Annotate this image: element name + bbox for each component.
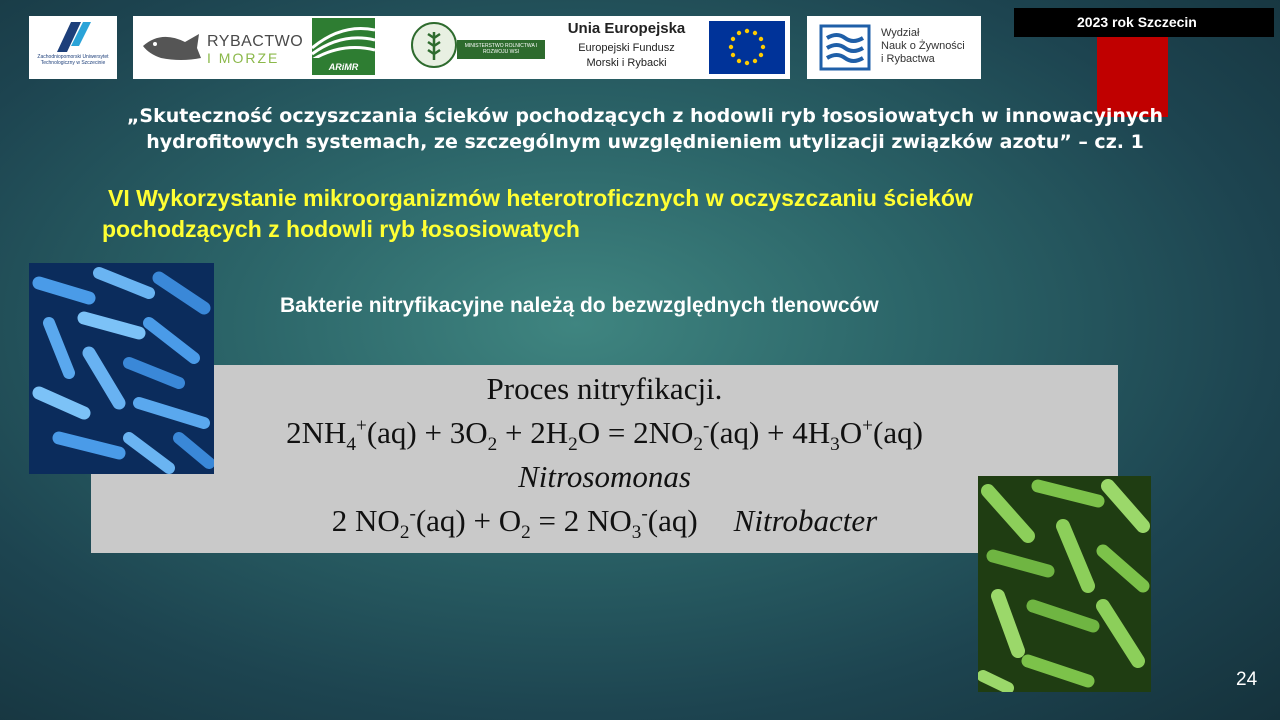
ue-title: Unia Europejska [567,20,686,37]
wydzial-line-3: i Rybactwa [881,53,935,65]
fish-boat-icon [141,28,203,64]
wydzial-line-1: Wydział [881,27,920,39]
section-title-line-1: VI Wykorzystanie mikroorganizmów heterotroficznych w oczyszczaniu ścieków [108,185,973,211]
wydzial-logo [807,16,981,79]
section-title [102,183,1152,245]
ue-subtitle-1: Europejski Fundusz [578,42,675,54]
ministry-logo-bar [457,40,545,59]
main-title-line-2: hydrofitowych systemach, ze szczególnym uwzględnieniem utylizacji związków azotu” – cz. 1 [146,131,1144,153]
ministry-logo-text: MINISTERSTWO ROLNICTWA I ROZWOJU WSI [464,43,538,55]
green-bacteria-micrograph [978,476,1151,692]
year-location-badge: 2023 rok Szczecin [1014,8,1274,37]
zut-logo-text: Zachodniopomorski Uniwersytet Technologiczny w Szczecinie [37,54,109,66]
ue-subtitle-2: Morski i Rybacki [586,57,667,69]
rybactwo-logo-text: RYBACTWO [207,33,304,50]
zut-logo [29,16,117,79]
arimr-logo-text: ARiMR [328,62,359,72]
funding-logos-strip [133,16,790,79]
equation-nitratation: 2 $NO_2^-(aq) + O_2 = 2$ $NO_3^-(aq)$ Nitrobacter [331,503,878,544]
wave-emblem-icon [819,24,871,71]
organism-nitrobacter: Nitrobacter [733,503,878,538]
wydzial-logo-text [881,27,965,66]
main-title-line-1: „Skuteczność oczyszczania ścieków pochodzących z hodowli ryb łososiowatych w innowacyjnych [126,105,1164,127]
slide-page-number: 24 [1236,669,1258,690]
nitrification-equations [91,365,1118,553]
slide-main-title [60,103,1230,155]
equation-heading: Proces nitryfikacji. [486,371,723,406]
equation-nitritation: $2NH_4^+(aq) + 3O_2 + 2H_2O = 2NO_2^-(aq) + 4H_3O^+(aq)$ [286,415,923,456]
field-lines-icon [312,18,375,58]
morze-logo-text: I MORZE [207,50,280,66]
arimr-logo [312,18,375,75]
slide-subtitle: Bakterie nitryfikacyjne należą do bezwzględnych tlenowców [280,294,879,317]
organism-nitrosomonas: Nitrosomonas [518,459,691,494]
zut-emblem-icon [57,22,91,52]
eu-flag-icon [709,21,785,74]
blue-bacteria-micrograph [29,263,214,474]
wydzial-line-2: Nauk o Żywności [881,40,965,52]
section-title-line-2: pochodzących z hodowli ryb łososiowatych [102,216,580,242]
ministry-emblem-icon [411,22,457,68]
